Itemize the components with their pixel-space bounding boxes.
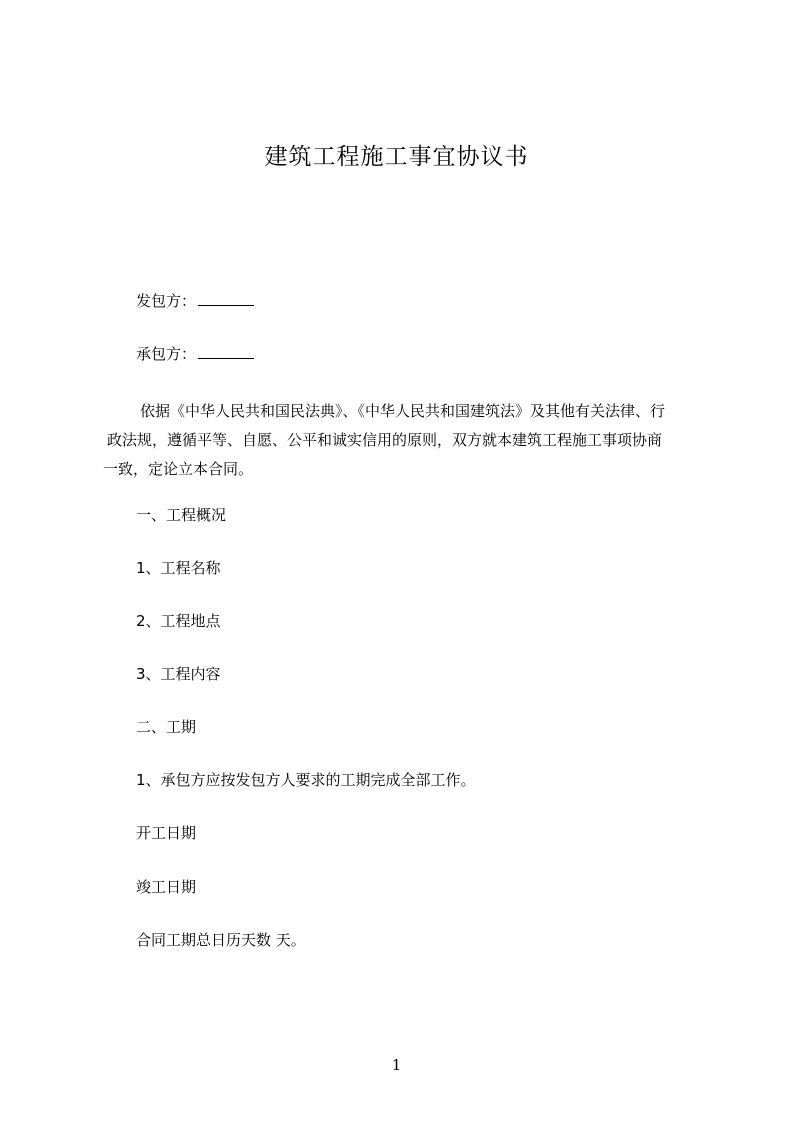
- start-date-label: 开工日期: [136, 824, 197, 842]
- item-project-content: 3、工程内容: [136, 665, 221, 683]
- total-days-line: 合同工期总日历天数 天。: [136, 931, 306, 949]
- party-a-line: [136, 290, 254, 312]
- item-project-location: 2、工程地点: [136, 612, 221, 630]
- item-project-name: 1、工程名称: [136, 559, 221, 577]
- party-b-label: 承包方：: [136, 345, 197, 363]
- party-a-label: 发包方：: [136, 292, 197, 310]
- party-b-line: [136, 343, 254, 365]
- intro-paragraph: [103, 397, 703, 484]
- intro-line-2: 政法规，遵循平等、自愿、公平和诚实信用的原则，双方就本建筑工程施工事项协商: [107, 431, 663, 449]
- completion-date-label: 竣工日期: [136, 878, 197, 896]
- section-2-heading: 二、工期: [136, 718, 197, 736]
- item-schedule-requirement: 1、承包方应按发包方人要求的工期完成全部工作。: [136, 771, 476, 789]
- page-number: 1: [391, 1056, 402, 1074]
- party-b-blank: [198, 344, 254, 359]
- party-a-blank: [198, 291, 254, 306]
- intro-line-1: 依据《中华人民共和国民法典》、《中华人民共和国建筑法》及其他有关法律、行: [140, 402, 666, 420]
- intro-line-3: 一致，定论立本合同。: [103, 460, 254, 478]
- document-title: 建筑工程施工事宜协议书: [264, 144, 529, 170]
- section-1-heading: 一、工程概况: [136, 506, 227, 524]
